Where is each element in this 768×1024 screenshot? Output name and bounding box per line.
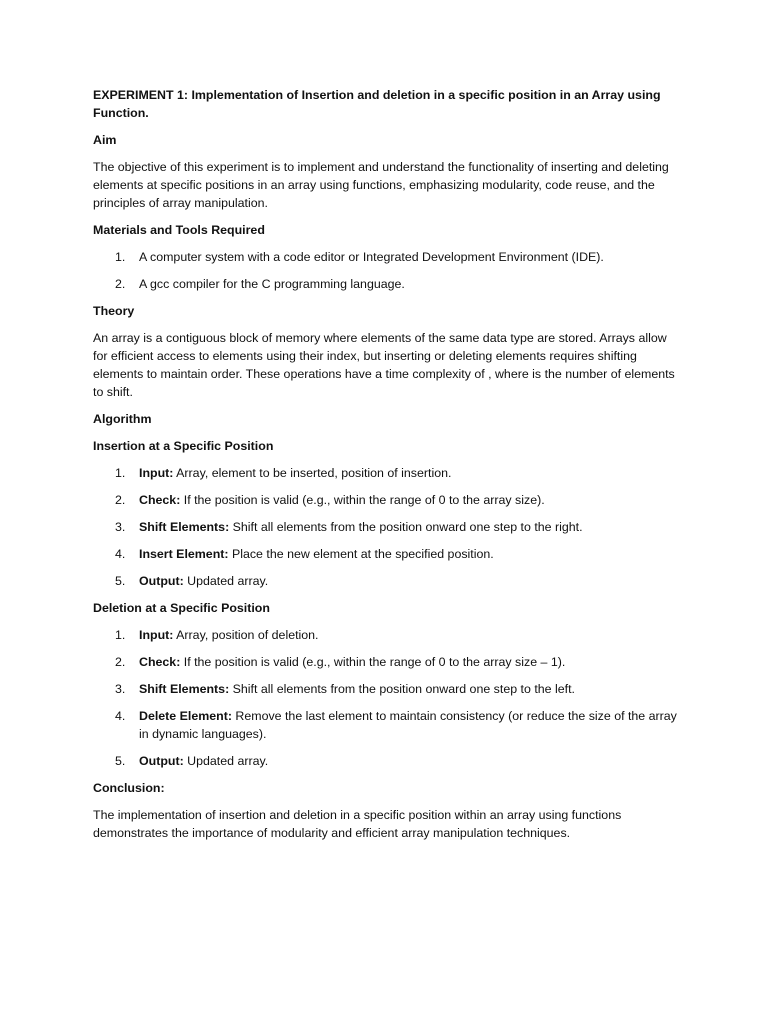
step-text: Remove the last element to maintain consistency (or reduce the size of the array in dynamic languages). — [139, 709, 677, 741]
step-text: Shift all elements from the position onward one step to the right. — [229, 520, 583, 534]
list-item — [93, 518, 683, 536]
list-item-text: A computer system with a code editor or Integrated Development Environment (IDE). — [139, 250, 604, 264]
step-text: Place the new element at the specified position. — [228, 547, 494, 561]
list-number: 4. — [115, 547, 126, 561]
conclusion-text: The implementation of insertion and deletion in a specific position within an array using functions demonstrates the importance of modularity and efficient array manipulation techniques. — [93, 808, 622, 840]
step-label: Input: — [139, 628, 174, 642]
aim-heading: Aim — [93, 133, 117, 147]
step-text: If the position is valid (e.g., within the range of 0 to the array size – 1). — [180, 655, 566, 669]
deletion-steps — [93, 626, 683, 770]
step-text: If the position is valid (e.g., within the range of 0 to the array size). — [180, 493, 545, 507]
list-number: 3. — [115, 520, 126, 534]
list-number: 2. — [115, 277, 126, 291]
list-number: 2. — [115, 493, 126, 507]
step-text: Array, position of deletion. — [173, 628, 319, 642]
list-number: 5. — [115, 574, 126, 588]
list-item-text: A gcc compiler for the C programming language. — [139, 277, 405, 291]
list-item — [93, 545, 683, 563]
step-text: Updated array. — [183, 574, 269, 588]
step-label: Output: — [139, 574, 184, 588]
list-number: 1. — [115, 250, 126, 264]
list-item — [93, 248, 683, 266]
list-number: 1. — [115, 628, 126, 642]
list-number: 5. — [115, 754, 126, 768]
list-item — [93, 680, 683, 698]
list-item — [93, 491, 683, 509]
list-number: 3. — [115, 682, 126, 696]
conclusion-heading: Conclusion: — [93, 781, 165, 795]
step-label: Input: — [139, 466, 174, 480]
list-item — [93, 275, 683, 293]
document-page — [93, 86, 683, 851]
step-text: Updated array. — [183, 754, 269, 768]
materials-heading: Materials and Tools Required — [93, 223, 265, 237]
list-item — [93, 464, 683, 482]
step-text: Array, element to be inserted, position of insertion. — [173, 466, 452, 480]
step-label: Shift Elements: — [139, 682, 230, 696]
step-label: Output: — [139, 754, 184, 768]
step-label: Check: — [139, 655, 181, 669]
insertion-steps — [93, 464, 683, 590]
insertion-heading: Insertion at a Specific Position — [93, 439, 274, 453]
list-item — [93, 572, 683, 590]
list-number: 1. — [115, 466, 126, 480]
algorithm-heading: Algorithm — [93, 412, 152, 426]
list-item — [93, 653, 683, 671]
aim-text: The objective of this experiment is to implement and understand the functionality of inserting and deleting elements at specific positions in an array using functions, emphasizing modularity, code reuse, and the principles of array manipulation. — [93, 160, 669, 210]
deletion-heading: Deletion at a Specific Position — [93, 601, 270, 615]
step-label: Insert Element: — [139, 547, 229, 561]
list-item — [93, 626, 683, 644]
step-label: Check: — [139, 493, 181, 507]
step-text: Shift all elements from the position onward one step to the left. — [229, 682, 575, 696]
list-item — [93, 707, 683, 743]
list-number: 2. — [115, 655, 126, 669]
list-item — [93, 752, 683, 770]
document-title: EXPERIMENT 1: Implementation of Insertion and deletion in a specific position in an Array using Function. — [93, 88, 661, 120]
step-label: Shift Elements: — [139, 520, 230, 534]
step-label: Delete Element: — [139, 709, 232, 723]
materials-list — [93, 248, 683, 293]
theory-text: An array is a contiguous block of memory where elements of the same data type are stored. Arrays allow for efficient access to elements using their index, but inserting or deleting elements requires shifting elements to maintain order. These operations have a time complexity of , where is the number of elements to shift. — [93, 331, 675, 399]
theory-heading: Theory — [93, 304, 135, 318]
list-number: 4. — [115, 709, 126, 723]
